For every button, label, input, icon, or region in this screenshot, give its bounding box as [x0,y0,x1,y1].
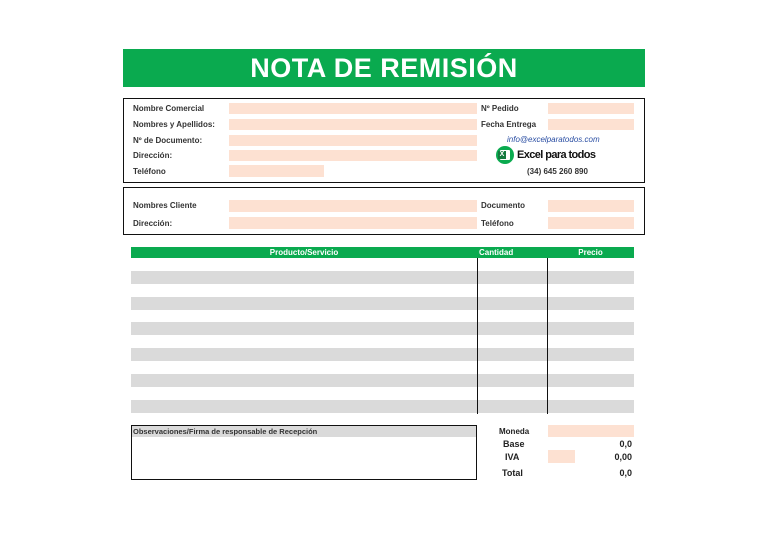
base-value: 0,0 [619,439,632,449]
fecha-entrega-field[interactable] [548,119,634,130]
nombres-cliente-field[interactable] [229,200,477,212]
total-value: 0,0 [619,468,632,478]
nombre-comercial-field[interactable] [229,103,477,114]
table-row[interactable] [131,297,634,310]
label-direccion: Dirección: [133,151,173,160]
documento-cliente-field[interactable] [548,200,634,212]
label-fecha-entrega: Fecha Entrega [481,120,537,129]
excel-logo-icon: X [496,146,514,164]
table-row[interactable] [131,322,634,335]
telefono-cliente-field[interactable] [548,217,634,229]
table-header-precio: Precio [547,247,634,258]
label-nombres-cliente: Nombres Cliente [133,201,197,210]
company-logo-text: Excel para todos [517,149,596,161]
label-direccion-cliente: Dirección: [133,219,173,228]
moneda-field[interactable] [548,425,634,437]
pedido-field[interactable] [548,103,634,114]
documento-field[interactable] [229,135,477,146]
table-row[interactable] [131,271,634,284]
column-divider [477,258,478,414]
observaciones-label: Observaciones/Firma de responsable de Recepción [133,427,318,436]
label-telefono-cliente: Teléfono [481,219,514,228]
table-row[interactable] [131,348,634,361]
label-nombre-comercial: Nombre Comercial [133,104,205,113]
label-telefono: Teléfono [133,167,166,176]
label-nombres-apellidos: Nombres y Apellidos: [133,120,215,129]
company-phone: (34) 645 260 890 [527,167,588,176]
table-header-cantidad: Cantidad [477,247,547,258]
iva-label: IVA [505,452,520,462]
column-divider [547,258,548,414]
iva-field[interactable] [548,450,575,463]
page-title: NOTA DE REMISIÓN [123,49,645,87]
iva-value: 0,00 [614,452,632,462]
moneda-label: Moneda [499,427,530,436]
label-documento-cliente: Documento [481,201,525,210]
telefono-field[interactable] [229,165,324,177]
company-email[interactable]: info@excelparatodos.com [507,135,600,144]
table-header-producto: Producto/Servicio [131,247,477,258]
table-row[interactable] [131,374,634,387]
label-pedido: Nº Pedido [481,104,519,113]
direccion-cliente-field[interactable] [229,217,477,229]
base-label: Base [503,439,525,449]
table-row[interactable] [131,400,634,413]
direccion-field[interactable] [229,150,477,161]
label-documento: Nº de Documento: [133,136,203,145]
total-label: Total [502,468,523,478]
nombres-apellidos-field[interactable] [229,119,477,130]
